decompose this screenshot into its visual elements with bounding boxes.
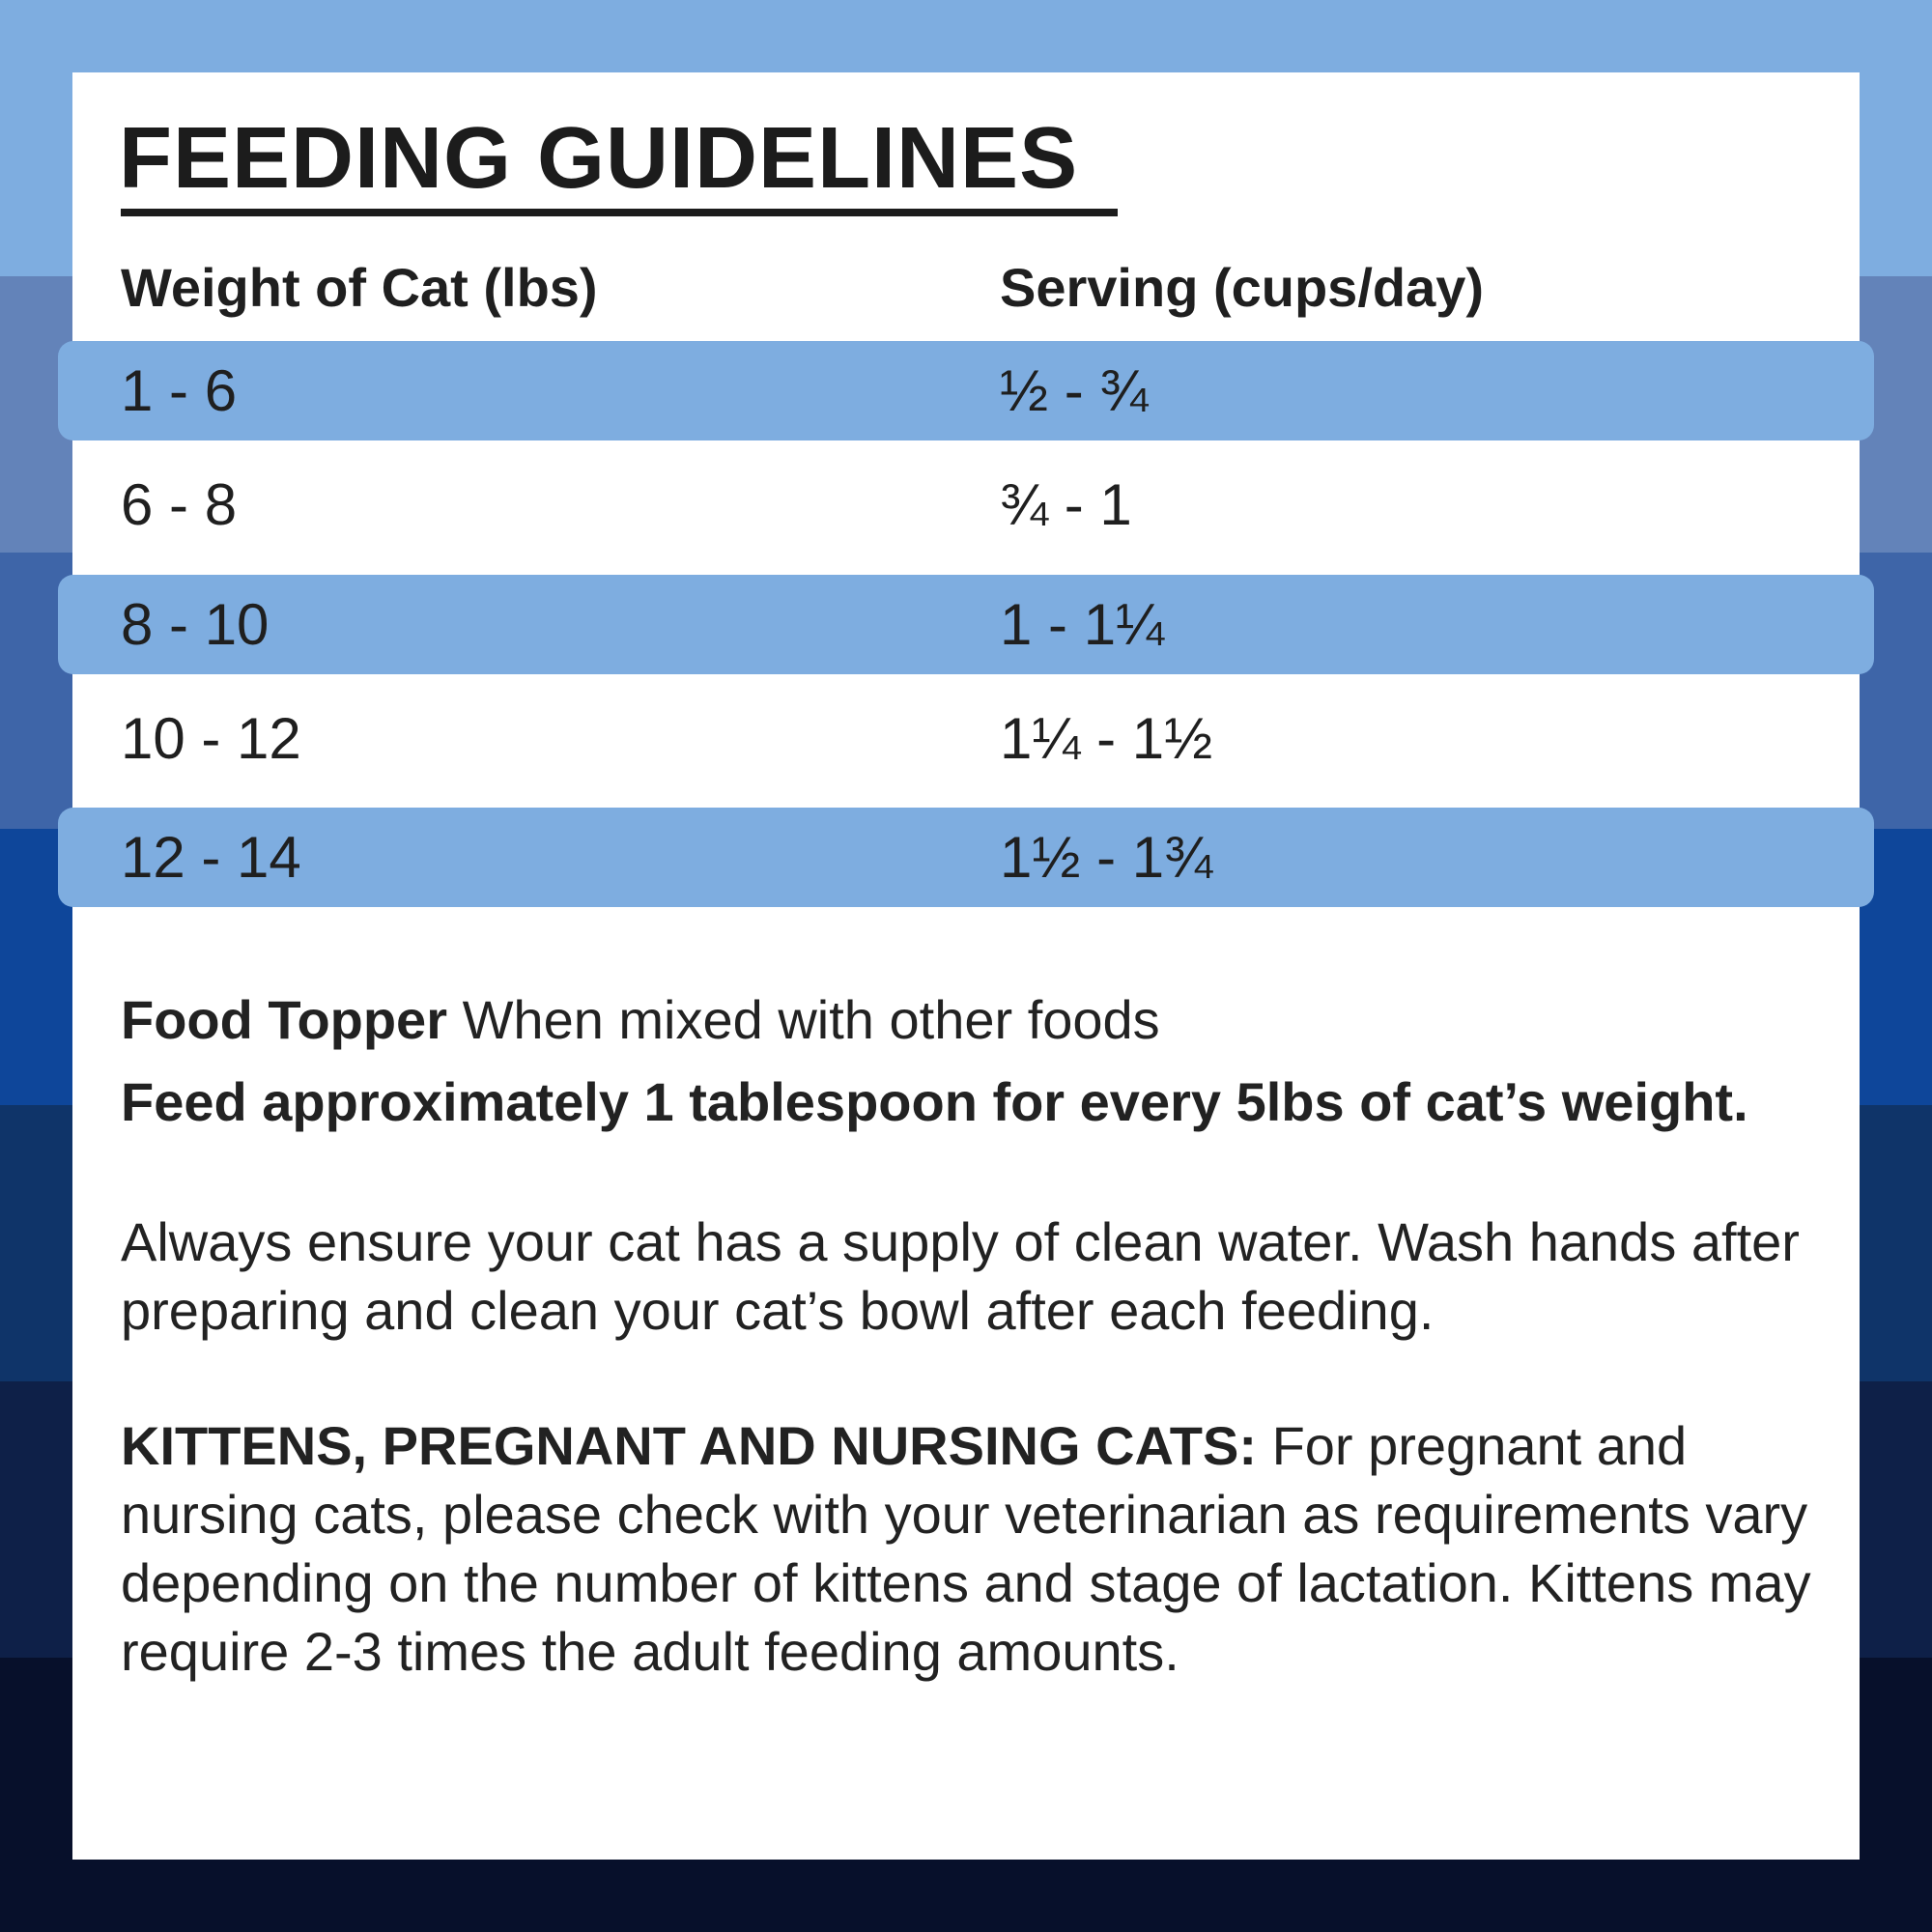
serving-cell: ½ - ¾	[1000, 358, 1149, 423]
table-row	[58, 808, 1874, 907]
serving-cell: 1 - 1¼	[1000, 592, 1165, 657]
topper-line	[121, 985, 1821, 1054]
weight-cell: 8 - 10	[121, 592, 270, 657]
topper-label: Food Topper	[121, 989, 447, 1050]
table-row	[58, 455, 1874, 554]
serving-cell: 1½ - 1¾	[1000, 825, 1213, 890]
page-title: FEEDING GUIDELINES	[119, 110, 1079, 207]
topper-instruction: Feed approximately 1 tablespoon for every 5lbs of cat’s weight.	[121, 1071, 1748, 1132]
topper-description: When mixed with other foods	[462, 989, 1160, 1050]
weight-cell: 12 - 14	[121, 825, 301, 890]
topper-section	[121, 985, 1821, 1136]
kittens-section	[121, 1411, 1821, 1686]
table-row	[58, 341, 1874, 440]
weight-cell: 6 - 8	[121, 472, 238, 537]
column-header-weight: Weight of Cat (lbs)	[121, 257, 598, 318]
weight-cell: 10 - 12	[121, 706, 301, 771]
kittens-text: For pregnant and nursing cats, please check with your veterinarian as requirements vary depending on the number of kittens and stage of lactation. Kittens may require 2-3 times the adult feeding amounts.	[121, 1415, 1811, 1682]
water-note: Always ensure your cat has a supply of clean water. Wash hands after preparing and clean your cat’s bowl after each feeding.	[121, 1211, 1800, 1341]
feeding-guidelines-card	[72, 72, 1860, 1860]
weight-cell: 1 - 6	[121, 358, 238, 423]
serving-cell: ¾ - 1	[1000, 472, 1132, 537]
kittens-label: KITTENS, PREGNANT AND NURSING CATS:	[121, 1415, 1257, 1476]
serving-cell: 1¼ - 1½	[1000, 706, 1213, 771]
table-row	[58, 575, 1874, 674]
title-underline	[121, 209, 1118, 216]
column-header-serving: Serving (cups/day)	[1000, 257, 1485, 318]
table-row	[58, 689, 1874, 788]
